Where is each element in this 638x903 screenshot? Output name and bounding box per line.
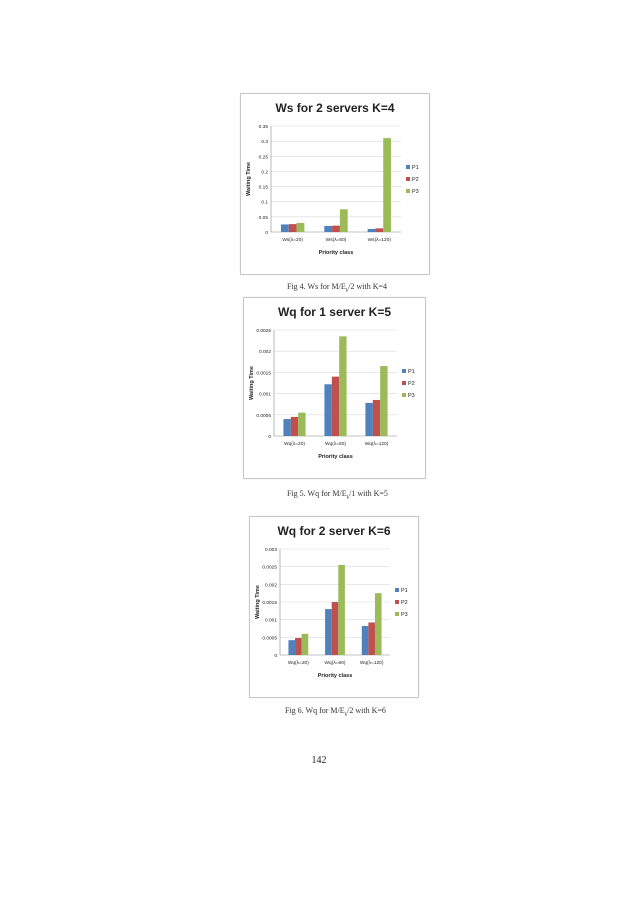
x-tick-label: Wq(λ=120) (364, 442, 389, 447)
y-tick-label: 0.0025 (256, 329, 271, 334)
legend-swatch-p2 (395, 600, 399, 604)
y-tick-label: 0.25 (258, 155, 268, 161)
caption-subscript: k (345, 288, 349, 294)
bar-p2 (295, 638, 302, 655)
caption-suffix: /1 with K=5 (349, 489, 388, 498)
x-axis-label: Priority class (318, 250, 354, 256)
y-tick-label: 0.0015 (262, 601, 277, 606)
legend-swatch-p3 (406, 189, 410, 193)
chart-ws-2-servers-k4 (241, 94, 429, 274)
chart-title: Wq for 1 server K=5 (277, 305, 392, 319)
caption-subscript: k (346, 495, 350, 501)
caption-prefix: Fig 6. Wq for M/E (285, 706, 345, 715)
legend-swatch-p1 (395, 588, 399, 592)
y-tick-label: 0 (274, 654, 277, 659)
figure-caption-fig5 (287, 489, 388, 501)
legend-label-p1: P1 (408, 369, 415, 375)
y-tick-label: 0.15 (258, 185, 268, 191)
bar-p1 (324, 226, 332, 232)
page-number: 142 (311, 755, 327, 766)
x-tick-label: Wq(λ=20) (287, 661, 309, 666)
bar-p1 (283, 419, 290, 436)
legend-label-p2: P2 (412, 177, 419, 183)
y-tick-label: 0.0005 (262, 636, 277, 642)
bar-p3 (340, 209, 348, 232)
bar-p3 (375, 593, 382, 655)
caption-subscript: k (344, 712, 348, 718)
bar-p1 (368, 229, 376, 232)
chart-frame-fig6 (249, 516, 419, 698)
legend-swatch-p2 (406, 177, 410, 181)
bar-p2 (373, 400, 380, 436)
x-tick-label: Wq(λ=60) (325, 442, 346, 447)
bar-p3 (380, 366, 387, 436)
bar-p1 (362, 626, 369, 655)
y-tick-label: 0.1 (261, 200, 268, 206)
bar-p3 (383, 138, 391, 232)
bar-p1 (324, 384, 331, 436)
bar-p3 (302, 634, 309, 655)
bar-p3 (338, 565, 345, 655)
legend-label-p3: P3 (401, 612, 408, 618)
y-tick-label: 0.05 (258, 215, 268, 221)
x-tick-label: Wq(λ=120) (359, 661, 384, 666)
y-axis-label: Waiting Time (246, 162, 252, 196)
legend-label-p2: P2 (408, 381, 415, 387)
bar-p3 (297, 223, 305, 232)
legend-swatch-p2 (402, 381, 406, 385)
figure-caption-fig6 (285, 706, 386, 718)
figure-caption-fig4 (287, 282, 387, 294)
bar-p3 (339, 336, 346, 436)
chart-wq-2-server-k6 (250, 517, 418, 697)
bar-p1 (325, 609, 332, 655)
y-tick-label: 0.0025 (262, 565, 277, 571)
legend-swatch-p1 (402, 369, 406, 373)
bar-p2 (368, 622, 375, 655)
y-tick-label: 0 (265, 231, 268, 236)
y-tick-label: 0.35 (258, 125, 268, 130)
caption-suffix: /2 with K=6 (347, 706, 386, 715)
y-tick-label: 0.3 (261, 140, 268, 146)
y-tick-label: 0.0015 (256, 371, 271, 377)
y-axis-label: Waiting Time (255, 585, 261, 619)
legend-swatch-p1 (406, 165, 410, 169)
y-tick-label: 0.0005 (256, 413, 271, 419)
bar-p2 (375, 228, 383, 232)
caption-prefix: Fig 5. Wq for M/E (287, 489, 347, 498)
y-tick-label: 0.001 (264, 618, 277, 624)
y-tick-label: 0.003 (264, 548, 277, 553)
y-tick-label: 0.001 (258, 392, 271, 398)
legend-label-p2: P2 (401, 600, 408, 606)
bar-p2 (332, 377, 339, 436)
x-tick-label: Ws(λ=120) (367, 238, 391, 243)
chart-frame-fig5 (243, 297, 426, 479)
legend-label-p1: P1 (401, 588, 408, 594)
x-tick-label: Wq(λ=60) (324, 661, 346, 666)
x-axis-label: Priority class (318, 454, 353, 460)
bar-p3 (298, 413, 305, 436)
legend-swatch-p3 (402, 393, 406, 397)
x-axis-label: Priority class (317, 673, 353, 679)
bar-p2 (289, 224, 297, 232)
x-tick-label: Ws(λ=60) (325, 238, 347, 243)
y-tick-label: 0.002 (264, 583, 277, 589)
y-tick-label: 0 (268, 435, 271, 440)
bar-p1 (365, 403, 372, 436)
legend-label-p3: P3 (408, 393, 415, 399)
caption-suffix: /2 with K=4 (348, 282, 387, 291)
x-tick-label: Ws(λ=20) (282, 238, 303, 243)
bar-p1 (281, 224, 289, 232)
legend-swatch-p3 (395, 612, 399, 616)
chart-wq-1-server-k5 (244, 298, 425, 478)
bar-p2 (291, 417, 298, 436)
legend-label-p3: P3 (412, 189, 419, 195)
bar-p2 (332, 226, 340, 232)
caption-prefix: Fig 4. Ws for M/E (287, 282, 346, 291)
legend-label-p1: P1 (412, 165, 419, 171)
y-tick-label: 0.002 (258, 350, 271, 356)
bar-p2 (332, 602, 339, 655)
chart-title: Wq for 2 server K=6 (277, 524, 391, 538)
chart-frame-fig4 (240, 93, 430, 275)
x-tick-label: Wq(λ=20) (284, 442, 305, 447)
chart-title: Ws for 2 servers K=4 (275, 101, 395, 115)
bar-p1 (288, 640, 295, 655)
y-tick-label: 0.2 (261, 170, 268, 176)
y-axis-label: Waiting Time (249, 366, 255, 400)
